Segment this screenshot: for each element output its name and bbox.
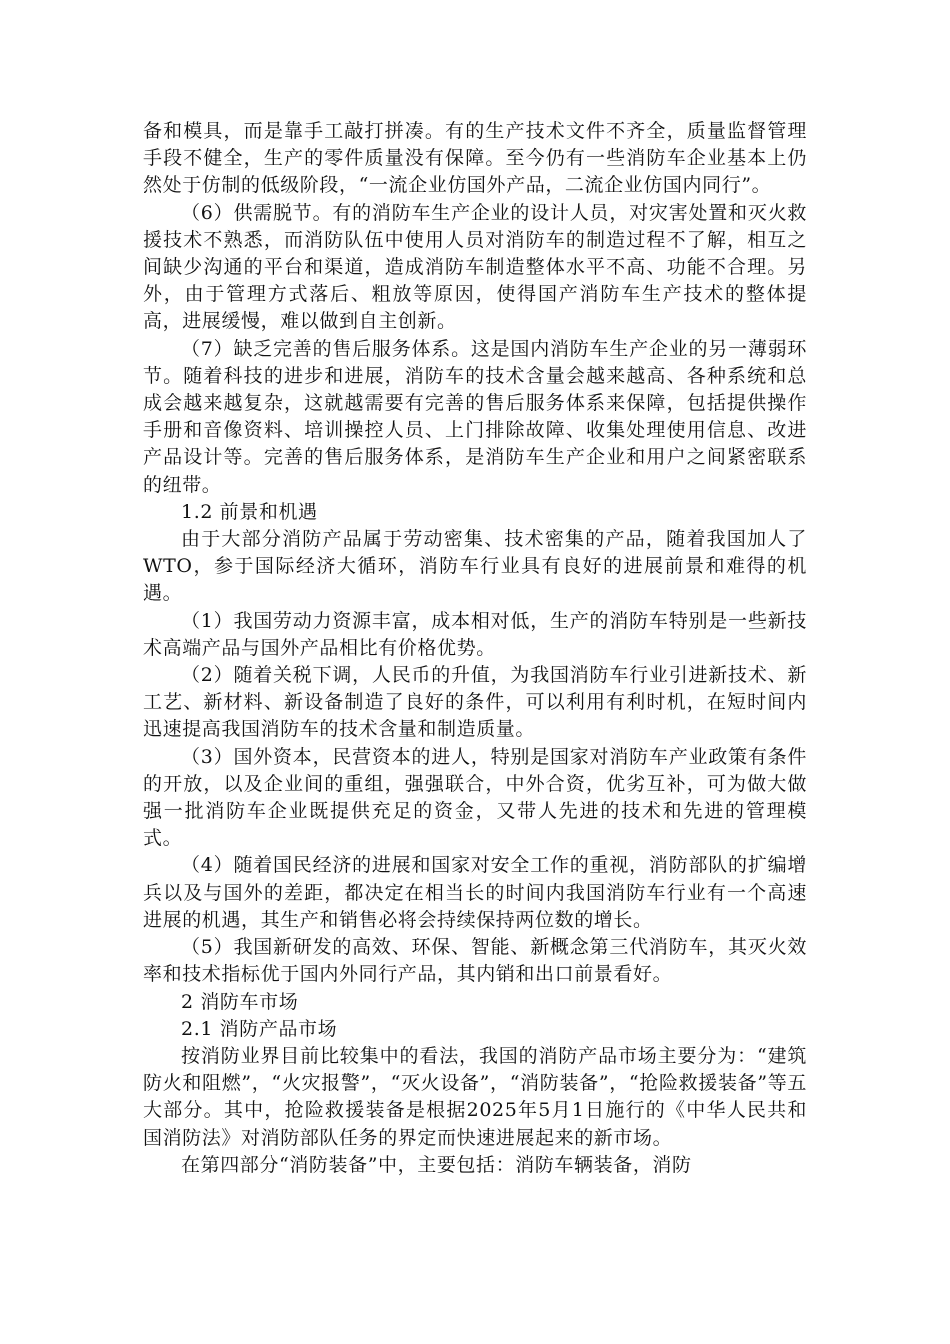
paragraph-after-sales-service: （7）缺乏完善的售后服务体系。这是国内消防车生产企业的另一薄弱环节。随着科技的进步和进展，消防车的技术含量会越来越高、各种系统和总成会越来越复杂，这就越需要有完善的售后服务体系来保障，包括提供操作手册和音像资料、培训操控人员、上门排除故障、收集处理使用信息、改进产品设计等。完善的售后服务体系，是消防车生产企业和用户之间紧密联系的纽带。 bbox=[143, 337, 807, 496]
paragraph-prospect-1: （1）我国劳动力资源丰富，成本相对低，生产的消防车特别是一些新技术高端产品与国外产品相比有价格优势。 bbox=[143, 609, 807, 659]
document-page bbox=[143, 118, 807, 1179]
paragraph-prospect-4: （4）随着国民经济的进展和国家对安全工作的重视，消防部队的扩编增兵以及与国外的差距，都决定在相当长的时间内我国消防车行业有一个高速进展的机遇，其生产和销售必将会持续保持两位数的增长。 bbox=[143, 854, 807, 931]
section-heading-1-2: 1.2 前景和机遇 bbox=[181, 500, 318, 523]
paragraph-product-market: 按消防业界目前比较集中的看法，我国的消防产品市场主要分为：“建筑防火和阻燃”，“火灾报警”，“灭火设备”，“消防装备”，“抢险救援装备”等五大部分。其中，抢险救援装备是根据2025年5月1日施行的《中华人民共和国消防法》对消防部队任务的界定而快速进展起来的新市场。 bbox=[143, 1044, 807, 1149]
section-heading-2-1: 2.1 消防产品市场 bbox=[181, 1017, 338, 1040]
section-heading-2: 2 消防车市场 bbox=[181, 990, 299, 1013]
paragraph-prospects-intro: 由于大部分消防产品属于劳动密集、技术密集的产品，随着我国加人了WTO，参于国际经济大循环，消防车行业具有良好的进展前景和难得的机遇。 bbox=[143, 528, 807, 605]
paragraph-prospect-2: （2）随着关税下调，人民币的升值，为我国消防车行业引进新技术、新工艺、新材料、新设备制造了良好的条件，可以利用有利时机，在短时间内迅速提高我国消防车的技术含量和制造质量。 bbox=[143, 664, 807, 741]
paragraph-continuation: 备和模具，而是靠手工敲打拼凑。有的生产技术文件不齐全，质量监督管理手段不健全，生产的零件质量没有保障。至今仍有一些消防车企业基本上仍然处于仿制的低级阶段，“一流企业仿国外产品，二流企业仿国内同行”。 bbox=[143, 120, 807, 197]
paragraph-fire-equipment: 在第四部分“消防装备”中，主要包括：消防车辆装备，消防 bbox=[181, 1153, 692, 1176]
paragraph-prospect-3: （3）国外资本，民营资本的进人，特别是国家对消防车产业政策有条件的开放，以及企业间的重组，强强联合，中外合资，优劣互补，可为做大做强一批消防车企业既提供充足的资金，又带人先进的技术和先进的管理模式。 bbox=[143, 745, 807, 850]
paragraph-prospect-5: （5）我国新研发的高效、环保、智能、新概念第三代消防车，其灭火效率和技术指标优于国内外同行产品，其内销和出口前景看好。 bbox=[143, 936, 807, 986]
paragraph-supply-demand-gap: （6）供需脱节。有的消防车生产企业的设计人员，对灾害处置和灭火救援技术不熟悉，而消防队伍中使用人员对消防车的制造过程不了解，相互之间缺少沟通的平台和渠道，造成消防车制造整体水平不高、功能不合理。另外，由于管理方式落后、粗放等原因，使得国产消防车生产技术的整体提高，进展缓慢，难以做到自主创新。 bbox=[143, 201, 807, 333]
